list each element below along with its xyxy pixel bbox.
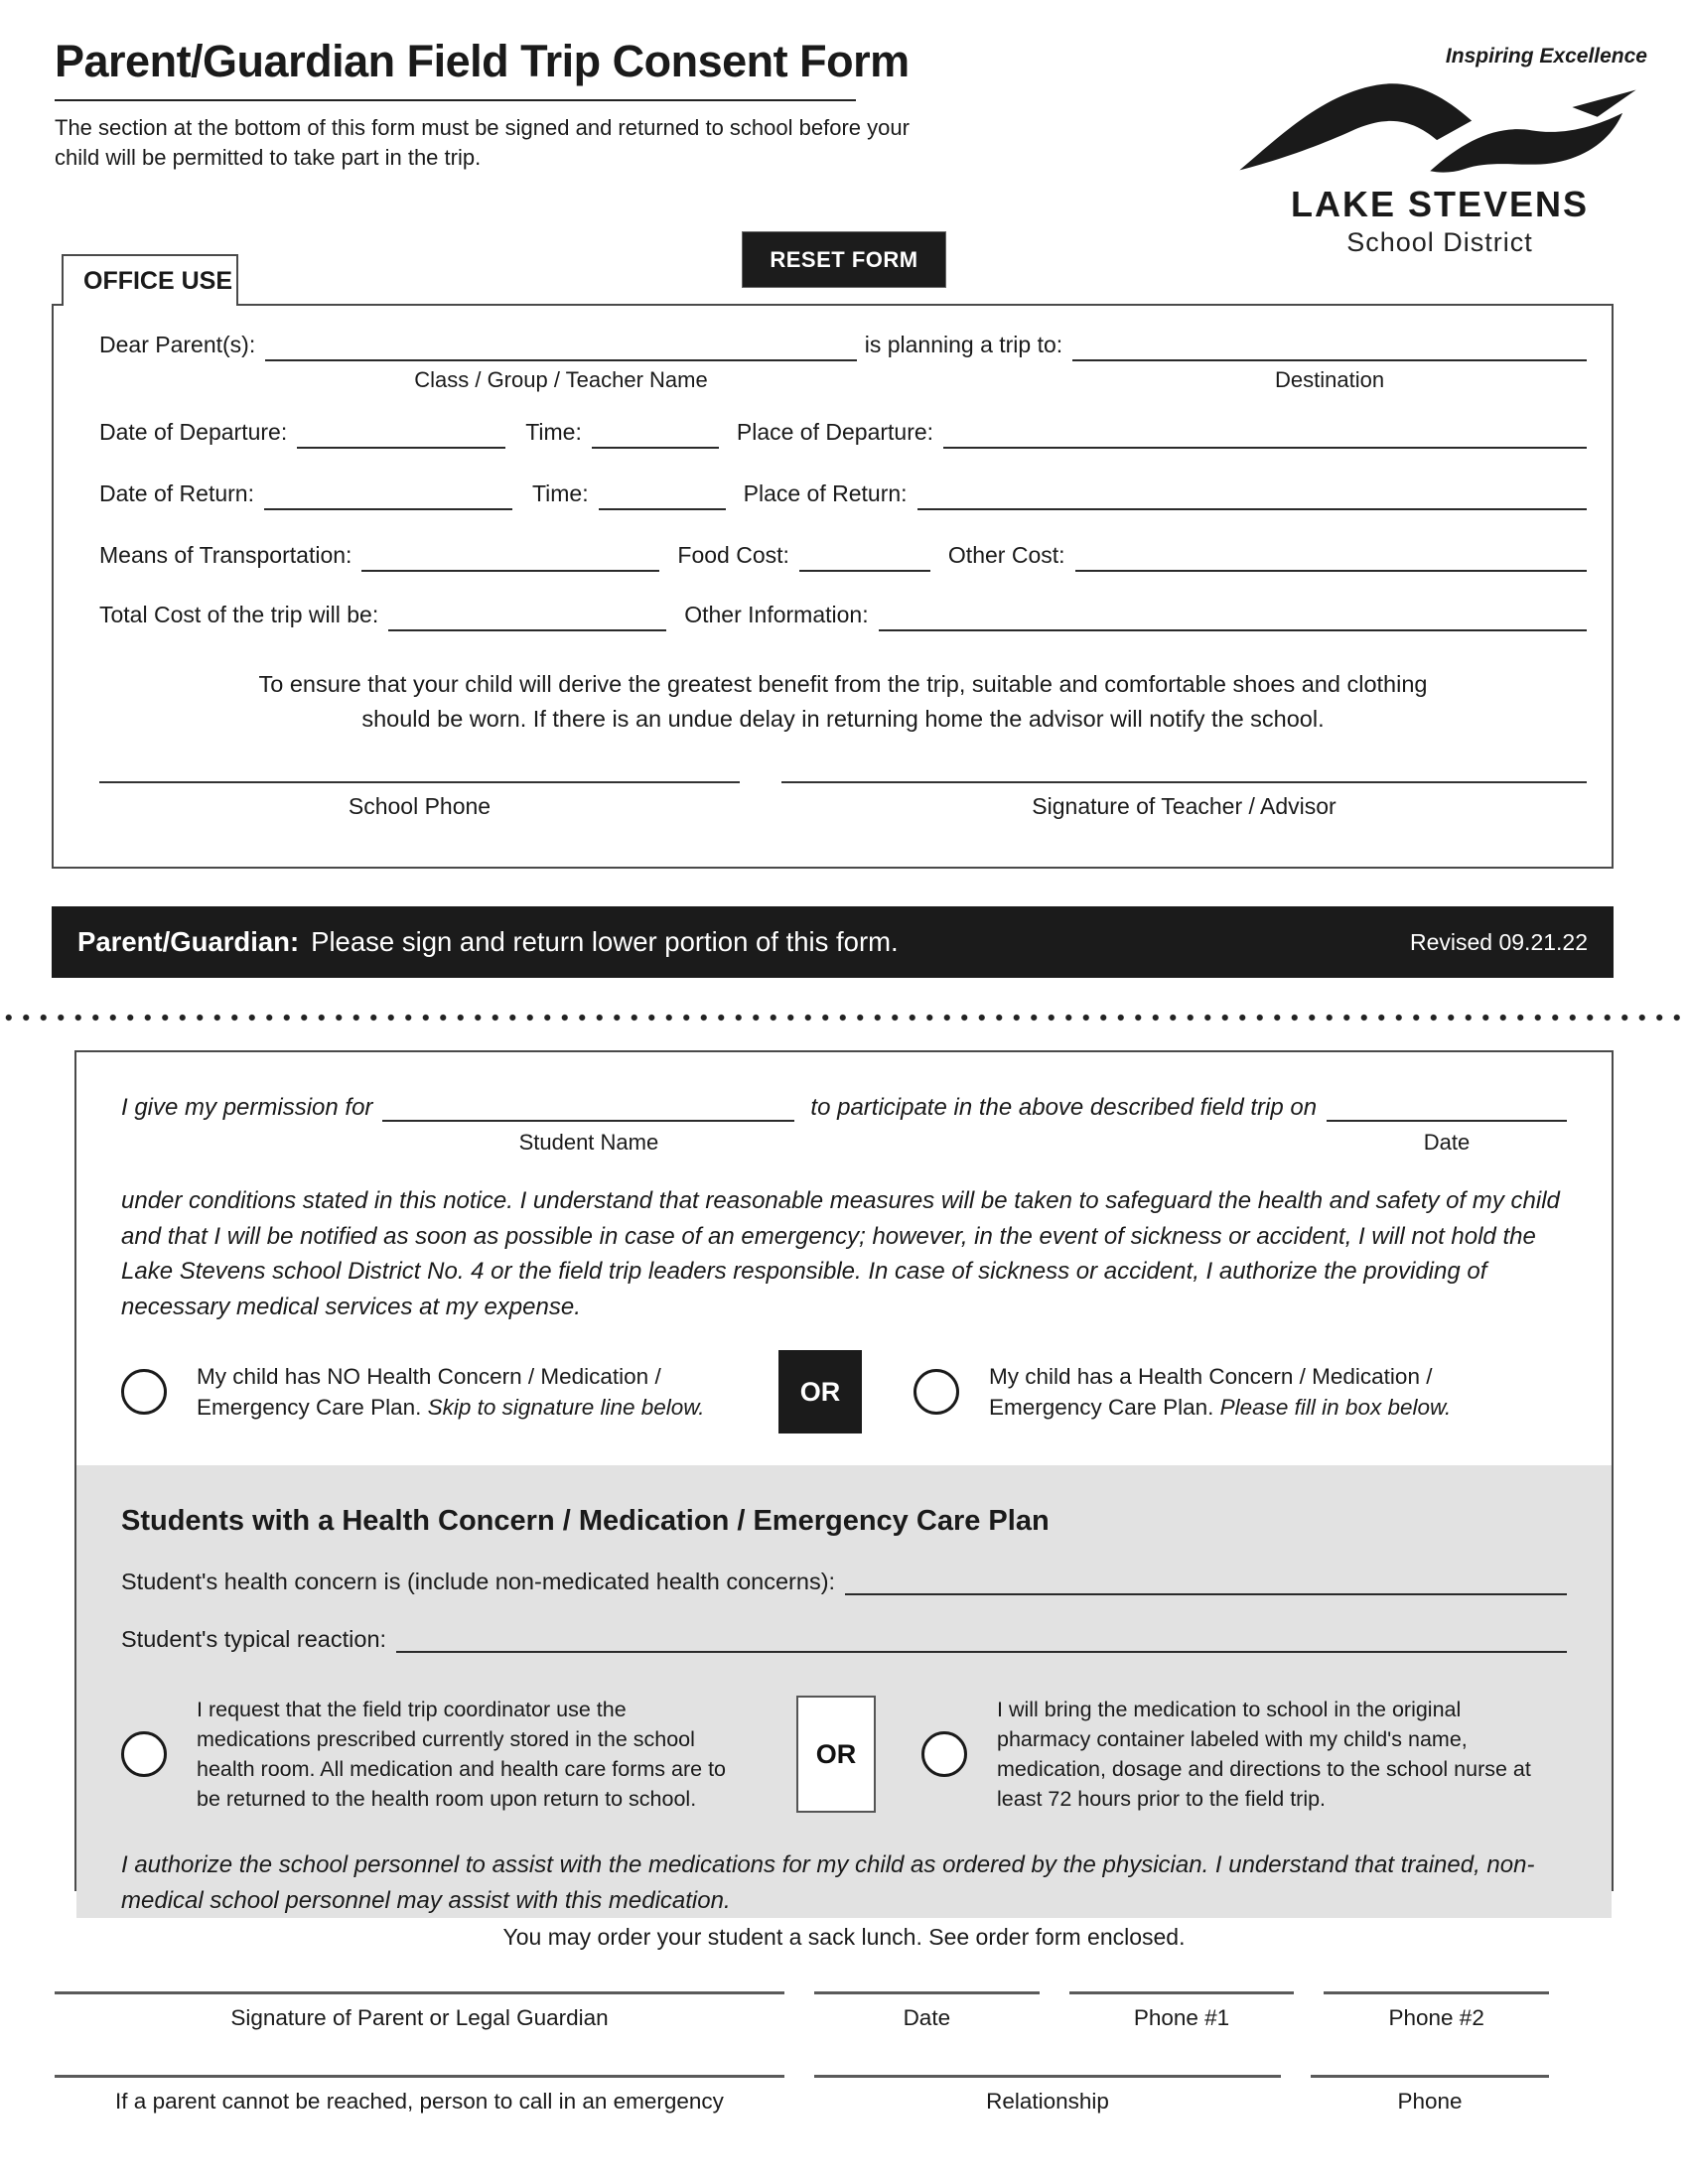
parent-signature-label: Signature of Parent or Legal Guardian: [230, 2005, 609, 2030]
footer-signature-row-2: [55, 2075, 1549, 2115]
logo-district-name: LAKE STEVENS: [1290, 184, 1590, 224]
has-health-concern-text: My child has a Health Concern / Medication / Emergency Care Plan. Please fill in box below.: [989, 1363, 1452, 1421]
phone2-label: Phone #2: [1388, 2005, 1484, 2030]
departure-time-label: Time:: [525, 419, 582, 445]
no-health-concern-text: My child has NO Health Concern / Medication / Emergency Care Plan. Skip to signature line below.: [197, 1363, 705, 1421]
mountain-swoosh-icon: [1231, 70, 1648, 182]
phone2-field[interactable]: [1324, 1991, 1549, 2031]
destination-field[interactable]: [1072, 330, 1587, 392]
page-title: Parent/Guardian Field Trip Consent Form: [55, 36, 910, 86]
phone1-field[interactable]: [1069, 1991, 1295, 2031]
intro-text: The section at the bottom of this form must be signed and returned to school before your child will be permitted to take part in the trip.: [55, 115, 910, 170]
transportation-label: Means of Transportation:: [99, 542, 352, 568]
departure-time-field[interactable]: [592, 417, 719, 449]
permission-section: [76, 1052, 1612, 1433]
parent-section-box: [74, 1050, 1614, 1914]
class-group-field[interactable]: [265, 330, 857, 392]
lake-stevens-logo: [1226, 45, 1653, 258]
class-group-sublabel: Class / Group / Teacher Name: [414, 367, 708, 392]
reset-form-button[interactable]: RESET FORM: [742, 231, 946, 288]
return-time-label: Time:: [531, 480, 589, 506]
typical-reaction-row: [121, 1623, 1567, 1653]
office-signature-row: [99, 781, 1587, 820]
return-time-field[interactable]: [599, 478, 726, 510]
use-school-medication-text: I request that the field trip coordinator use the medications prescribed currently stored in the school health room. All medication and health care forms are to be returned to the health room upon return to school.: [197, 1698, 727, 1812]
student-name-field[interactable]: [382, 1092, 794, 1155]
radio-bring-medication[interactable]: [921, 1731, 967, 1777]
emergency-phone-field[interactable]: [1311, 2075, 1549, 2115]
food-cost-field[interactable]: [799, 540, 930, 572]
other-cost-label: Other Cost:: [947, 542, 1065, 568]
revised-date: Revised 09.21.22: [1409, 928, 1588, 955]
school-phone-label: School Phone: [348, 792, 492, 819]
school-phone-field[interactable]: [99, 781, 740, 820]
radio-no-health-concern[interactable]: [121, 1369, 167, 1415]
or-divider-white: OR: [796, 1696, 876, 1813]
health-concern-section: [76, 1465, 1612, 1918]
logo-district-subname: School District: [1346, 227, 1533, 257]
health-concern-field[interactable]: [845, 1566, 1567, 1595]
date-of-departure-field[interactable]: [297, 417, 505, 449]
title-rule: [55, 99, 856, 101]
place-of-return-field[interactable]: [917, 478, 1587, 510]
permission-body: under conditions stated in this notice. I understand that reasonable measures will be taken to safeguard the health and safety of my child and that I will be notified as soon as possible in case of an emergency; however, in the event of sickness or accident, I will not hold the Lake Stevens school District No. 4 or the field trip leaders responsible. In case of sickness or accident, I authorize the providing of necessary medical services at my expense.: [121, 1187, 1560, 1320]
emergency-contact-label: If a parent cannot be reached, person to call in an emergency: [115, 2089, 724, 2114]
health-concern-row: [121, 1566, 1567, 1595]
destination-sublabel: Destination: [1275, 367, 1385, 392]
other-information-field[interactable]: [879, 600, 1587, 631]
date-of-return-field[interactable]: [264, 478, 512, 510]
total-cost-row: [99, 600, 1587, 631]
return-row: [99, 478, 1587, 510]
other-cost-field[interactable]: [1075, 540, 1587, 572]
place-of-departure-field[interactable]: [943, 417, 1587, 449]
place-of-return-label: Place of Return:: [743, 480, 908, 506]
teacher-signature-label: Signature of Teacher / Advisor: [1032, 792, 1336, 819]
planning-label: is planning a trip to:: [864, 332, 1063, 357]
total-cost-field[interactable]: [388, 600, 666, 631]
parent-signature-field[interactable]: [55, 1991, 784, 2031]
permission-mid-label: to participate in the above described field trip on: [810, 1094, 1318, 1121]
logo-tagline: Inspiring Excellence: [1445, 45, 1647, 68]
date-of-departure-label: Date of Departure:: [99, 419, 288, 445]
footer-signature-row-1: [55, 1991, 1549, 2031]
medication-choice-row: [121, 1695, 1567, 1814]
relationship-label: Relationship: [986, 2089, 1109, 2114]
typical-reaction-field[interactable]: [396, 1623, 1567, 1653]
transportation-field[interactable]: [361, 540, 659, 572]
office-use-box: [52, 304, 1614, 869]
trip-date-field[interactable]: [1327, 1092, 1567, 1155]
food-cost-label: Food Cost:: [677, 542, 789, 568]
departure-row: [99, 417, 1587, 449]
permission-row: [121, 1092, 1567, 1155]
dear-parents-label: Dear Parent(s):: [99, 332, 256, 357]
cut-line-dots: [0, 1012, 1688, 1024]
phone1-label: Phone #1: [1133, 2005, 1230, 2030]
radio-use-school-medication[interactable]: [121, 1731, 167, 1777]
office-use-tab-label: OFFICE USE: [83, 266, 233, 295]
sack-lunch-note: You may order your student a sack lunch. See order form enclosed.: [502, 1924, 1186, 1950]
sign-date-field[interactable]: [814, 1991, 1040, 2031]
trip-date-sublabel: Date: [1423, 1130, 1471, 1155]
permission-lead-label: I give my permission for: [121, 1094, 373, 1121]
radio-has-health-concern[interactable]: [914, 1369, 959, 1415]
or-divider-black: OR: [778, 1350, 862, 1433]
office-use-tab: [62, 254, 238, 306]
bring-medication-text: I will bring the medication to school in the original pharmacy container labeled with my child's name, medication, dosage and directions to the school nurse at least 72 hours prior to the field trip.: [997, 1698, 1531, 1812]
health-section-heading: Students with a Health Concern / Medication / Emergency Care Plan: [121, 1505, 1050, 1538]
emergency-phone-label: Phone: [1397, 2089, 1463, 2114]
other-information-label: Other Information:: [684, 602, 869, 627]
relationship-field[interactable]: [814, 2075, 1281, 2115]
typical-reaction-label: Student's typical reaction:: [121, 1626, 387, 1653]
banner-bold-label: Parent/Guardian:: [77, 926, 300, 957]
transportation-row: [99, 540, 1587, 572]
health-concern-label: Student's health concern is (include non-medicated health concerns):: [121, 1569, 836, 1595]
office-note: To ensure that your child will derive the greatest benefit from the trip, suitable and comfortable shoes and clothing should be worn. If there is an undue delay in returning home the advisor will notify the school.: [258, 671, 1428, 733]
dear-parents-row: [99, 330, 1587, 392]
emergency-contact-field[interactable]: [55, 2075, 784, 2115]
student-name-sublabel: Student Name: [518, 1130, 659, 1155]
date-of-return-label: Date of Return:: [99, 480, 254, 506]
sign-date-label: Date: [903, 2005, 951, 2030]
teacher-signature-field[interactable]: [781, 781, 1587, 820]
health-choice-row: [121, 1350, 1567, 1433]
place-of-departure-label: Place of Departure:: [736, 419, 934, 445]
total-cost-label: Total Cost of the trip will be:: [99, 602, 379, 627]
banner-text: Please sign and return lower portion of this form.: [311, 926, 899, 957]
authorize-text: I authorize the school personnel to assist with the medications for my child as ordered by the physician. I understand that trained, non-medical school personnel may assist with this medication.: [121, 1851, 1535, 1914]
parent-guardian-banner: [52, 906, 1614, 978]
